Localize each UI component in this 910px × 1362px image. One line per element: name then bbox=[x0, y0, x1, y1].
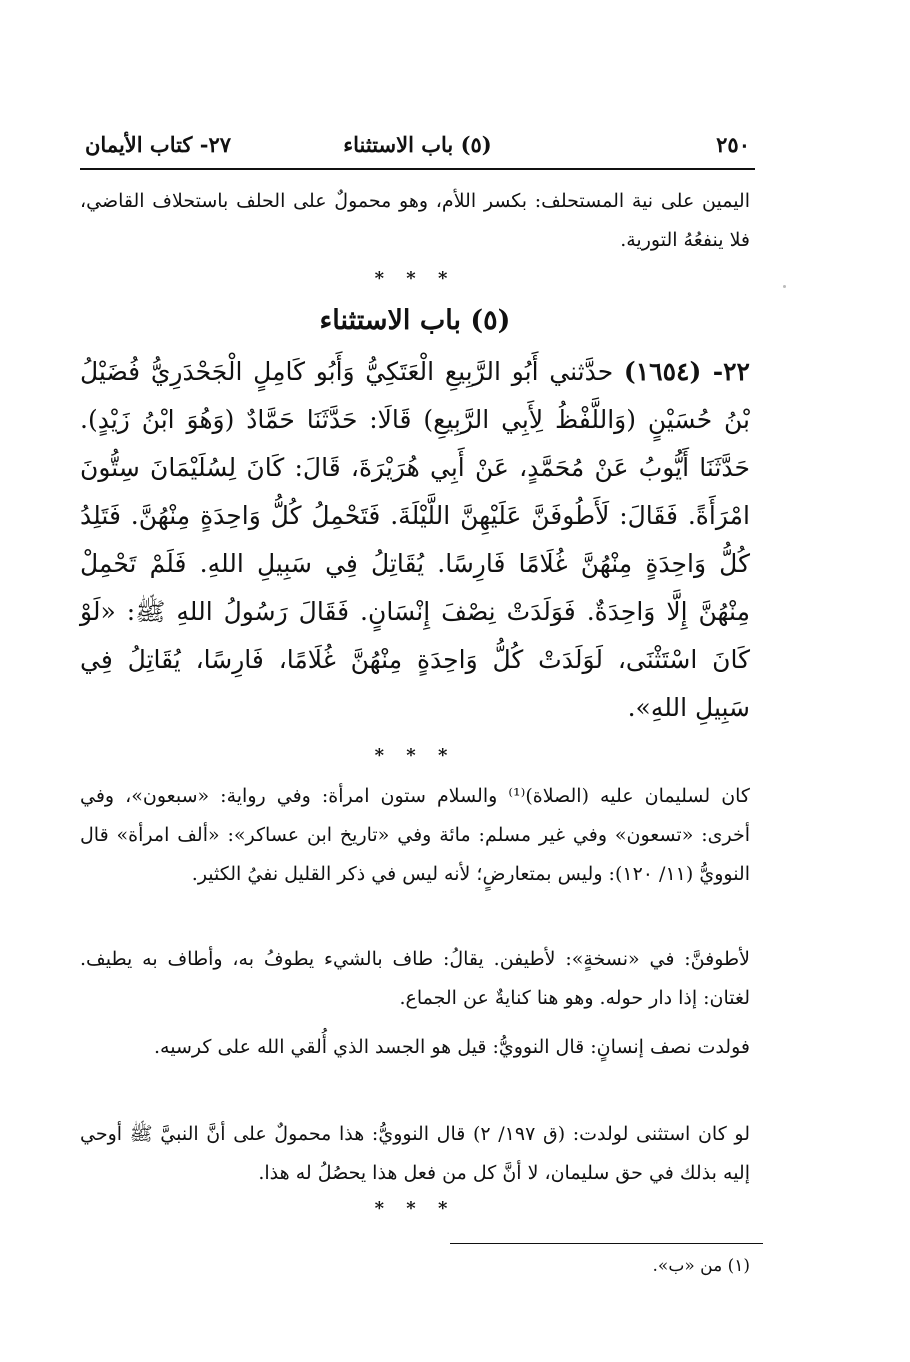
separator-2: * * * bbox=[374, 745, 456, 766]
commentary-paragraph: لو كان استثنى لولدت: (ق ١٩٧/ ٢) قال النوويُّ: هذا محمولٌ على أنَّ النبيَّ ﷺ أوحي إليه بذلك في حق سليمان، لا أنَّ كل من فعل هذا يحصُلُ له هذا. bbox=[80, 1123, 750, 1184]
commentary-paragraph: فولدت نصف إنسانٍ: قال النوويُّ: قيل هو الجسد الذي أُلقي الله على كرسيه. bbox=[154, 1036, 750, 1058]
running-header bbox=[85, 128, 750, 162]
page-number: ٢٥٠ bbox=[716, 132, 750, 157]
running-section-title: (٥) باب الاستثناء bbox=[343, 132, 492, 157]
hadith-number: ٢٢- (١٦٥٤) bbox=[623, 357, 750, 386]
separator-3: * * * bbox=[374, 1198, 456, 1219]
intro-note: اليمين على نية المستحلف: بكسر اللأم، وهو محمولٌ على الحلف باستحلاف القاضي، فلا ينفعُهُ التورية. bbox=[80, 190, 750, 251]
scan-speck bbox=[783, 285, 786, 288]
chapter-title: (٥) باب الاستثناء bbox=[319, 305, 511, 336]
footnote: (١) من «ب». bbox=[652, 1256, 750, 1276]
footnote-rule bbox=[450, 1243, 763, 1244]
commentary-paragraph: لأطوفنَّ: في «نسخةٍ»: لأطيفن. يقالُ: طاف بالشيء يطوفُ به، وأطاف به يطيف. لغتان: إذا دار حوله. وهو هنا كنايةٌ عن الجماع. bbox=[80, 948, 750, 1009]
commentary-paragraph: كان لسليمان عليه (الصلاة)⁽¹⁾ والسلام ستون امرأة: وفي رواية: «سبعون»، وفي أخرى: «تسعون» وفي غير مسلم: مائة وفي «تاريخ ابن عساكر»: «ألف امرأة» قال النوويُّ (١١/ ١٢٠): وليس بمتعارضٍ؛ لأنه ليس في ذكر القليل نفيُ الكثير. bbox=[80, 785, 750, 885]
hadith-body: حدَّثني أَبُو الرَّبِيعِ الْعَتَكِيُّ وَأَبُو كَامِلٍ الْجَحْدَرِيُّ فُضَيْلُ بْنُ حُسَيْنٍ (وَاللَّفْظُ لِأَبِي الرَّبِيعِ) قَالَا: حَدَّثَنَا حَمَّادٌ (وَهُوَ ابْنُ زَيْدٍ). حَدَّثَنَا أَيُّوبُ عَنْ مُحَمَّدٍ، عَنْ أَبِي هُرَيْرَةَ، قَالَ: كَانَ لِسُلَيْمَانَ سِتُّونَ امْرَأَةً. فَقَالَ: لَأَطُوفَنَّ عَلَيْهِنَّ اللَّيْلَةَ. فَتَحْمِلُ كُلُّ وَاحِدَةٍ مِنْهُنَّ. فَتَلِدُ كُلُّ وَاحِدَةٍ مِنْهُنَّ غُلَامًا فَارِسًا. يُقَاتِلُ فِي سَبِيلِ اللهِ. فَلَمْ تَحْمِلْ مِنْهُنَّ إِلَّا وَاحِدَةٌ. فَوَلَدَتْ نِصْفَ إِنْسَانٍ. فَقَالَ رَسُولُ اللهِ ﷺ: «لَوْ كَانَ اسْتَثْنَى، لَوَلَدَتْ كُلُّ وَاحِدَةٍ مِنْهُنَّ غُلَامًا، فَارِسًا، يُقَاتِلُ فِي سَبِيلِ اللهِ». bbox=[80, 357, 750, 722]
separator-1: * * * bbox=[374, 268, 456, 289]
header-rule bbox=[80, 168, 755, 170]
hadith-text bbox=[80, 348, 750, 732]
running-book-title: ٢٧- كتاب الأيمان bbox=[85, 132, 232, 157]
